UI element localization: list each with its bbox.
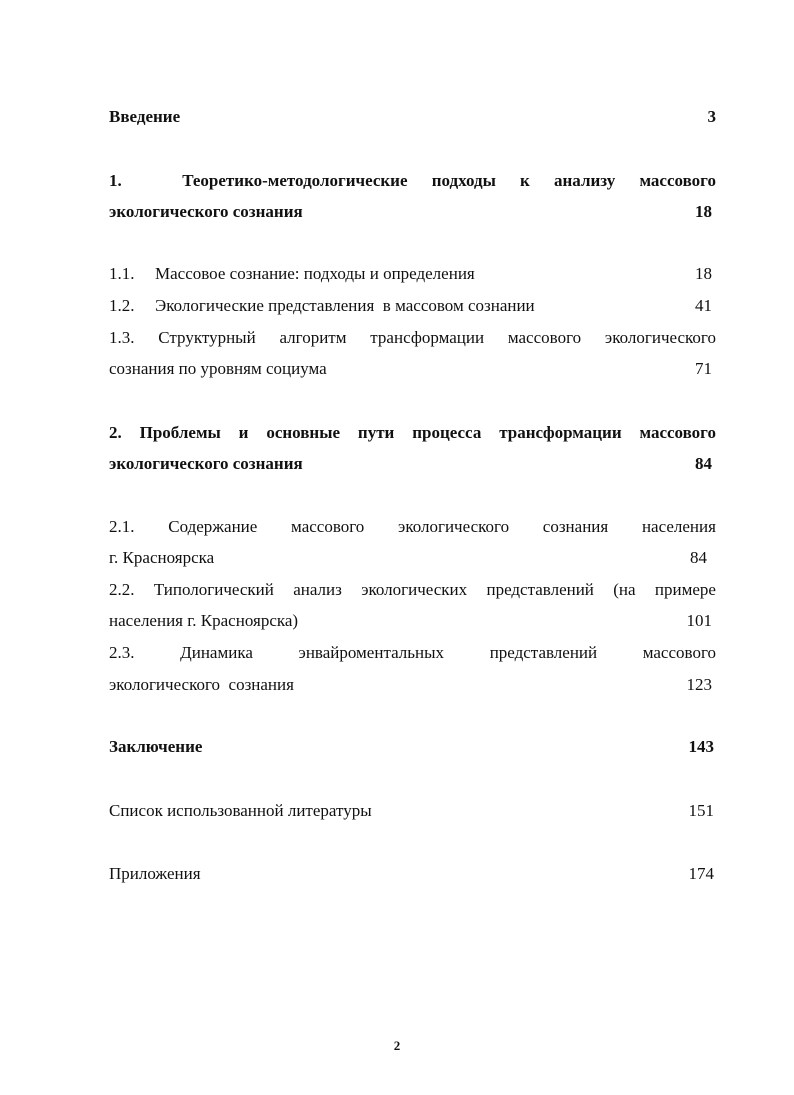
chapter-title-word: массового <box>639 423 716 442</box>
chapter-number: 2. <box>109 423 122 442</box>
toc-entry-title: Заключение <box>109 737 203 756</box>
toc-entry-title: Приложения <box>109 864 201 883</box>
section-number: 1.1. <box>109 264 135 283</box>
toc-entry-references <box>109 801 716 821</box>
section-title-word: Типологический <box>153 580 274 599</box>
toc-page-number: 174 <box>688 864 714 883</box>
toc-entry-conclusion <box>109 737 716 757</box>
section-title-word: Динамика <box>180 643 253 662</box>
toc-page-number: 151 <box>688 801 714 820</box>
section-number: 2.3. <box>109 643 135 662</box>
toc-section-1-2 <box>109 296 716 316</box>
section-title-word: сознания <box>542 517 609 536</box>
section-title: Экологические представления в массовом сознании <box>155 296 535 315</box>
toc-entry-introduction <box>109 107 716 127</box>
section-number: 1.3. <box>109 328 135 347</box>
toc-page-number: 101 <box>686 611 712 630</box>
toc-section-1-3-line-1 <box>109 328 716 348</box>
section-title: Массовое сознание: подходы и определения <box>155 264 475 283</box>
toc-page-number: 123 <box>686 675 712 694</box>
toc-section-2-2-line-2 <box>109 611 716 631</box>
section-title-word: экологического <box>604 328 716 347</box>
section-title-word: анализ <box>293 580 342 599</box>
section-title-word: (на <box>613 580 636 599</box>
section-title-word: трансформации <box>370 328 485 347</box>
toc-chapter-2-line-1 <box>109 423 716 443</box>
chapter-title-word: трансформации <box>499 423 622 442</box>
chapter-title-word: подходы <box>431 171 496 190</box>
section-title-continuation: экологического сознания <box>109 675 294 694</box>
section-title-word: представлений <box>489 643 598 662</box>
section-number: 2.1. <box>109 517 135 536</box>
toc-chapter-1-line-1 <box>109 171 716 191</box>
chapter-title-word: Теоретико-методологические <box>182 171 408 190</box>
section-title-word: примере <box>654 580 716 599</box>
toc-page-number: 18 <box>695 264 712 283</box>
chapter-title-continuation: экологического сознания <box>109 454 303 473</box>
toc-section-2-3-line-2 <box>109 675 716 695</box>
section-title-word: массового <box>507 328 582 347</box>
toc-section-2-2-line-1 <box>109 580 716 600</box>
chapter-title-word: Проблемы <box>139 423 221 442</box>
toc-chapter-1-line-2 <box>109 202 716 222</box>
chapter-title-word: и <box>238 423 249 442</box>
section-title-word: массового <box>291 517 365 536</box>
toc-section-2-3-line-1 <box>109 643 716 663</box>
chapter-title-word: анализу <box>554 171 616 190</box>
section-title-word: представлений <box>486 580 594 599</box>
toc-section-2-1-line-2 <box>109 548 716 568</box>
section-title-word: населения <box>641 517 716 536</box>
chapter-title-word: к <box>520 171 530 190</box>
section-number: 2.2. <box>109 580 135 599</box>
toc-entry-title: Список использованной литературы <box>109 801 372 820</box>
section-title-word: массового <box>642 643 716 662</box>
toc-section-1-3-line-2 <box>109 359 716 379</box>
toc-page-number: 18 <box>695 202 712 221</box>
toc-entry-appendices <box>109 864 716 884</box>
chapter-title-word: процесса <box>412 423 482 442</box>
toc-section-1-1 <box>109 264 716 284</box>
chapter-title-word: массового <box>639 171 716 190</box>
toc-entry-title: Введение <box>109 107 181 126</box>
section-title-word: алгоритм <box>279 328 347 347</box>
toc-page-number: 143 <box>688 737 714 756</box>
section-title-word: Структурный <box>158 328 256 347</box>
section-number: 1.2. <box>109 296 135 315</box>
chapter-title-word: пути <box>357 423 395 442</box>
section-title-continuation: сознания по уровням социума <box>109 359 327 378</box>
section-title-word: Содержание <box>168 517 258 536</box>
toc-chapter-2-line-2 <box>109 454 716 474</box>
chapter-number: 1. <box>109 171 122 190</box>
chapter-title-continuation: экологического сознания <box>109 202 303 221</box>
section-title-continuation: населения г. Красноярска) <box>109 611 299 630</box>
toc-page-number: 3 <box>707 107 716 126</box>
section-title-continuation: г. Красноярска <box>109 548 215 567</box>
toc-section-2-1-line-1 <box>109 517 716 537</box>
section-title-word: энвайроментальных <box>298 643 445 662</box>
section-title-word: экологического <box>398 517 510 536</box>
chapter-title-word: основные <box>266 423 341 442</box>
page-number-footer: 2 <box>393 1038 401 1053</box>
toc-page-number: 84 <box>690 548 707 567</box>
toc-page-number: 71 <box>695 359 712 378</box>
toc-page-number: 41 <box>695 296 712 315</box>
toc-page-number: 84 <box>695 454 712 473</box>
section-title-word: экологических <box>361 580 468 599</box>
